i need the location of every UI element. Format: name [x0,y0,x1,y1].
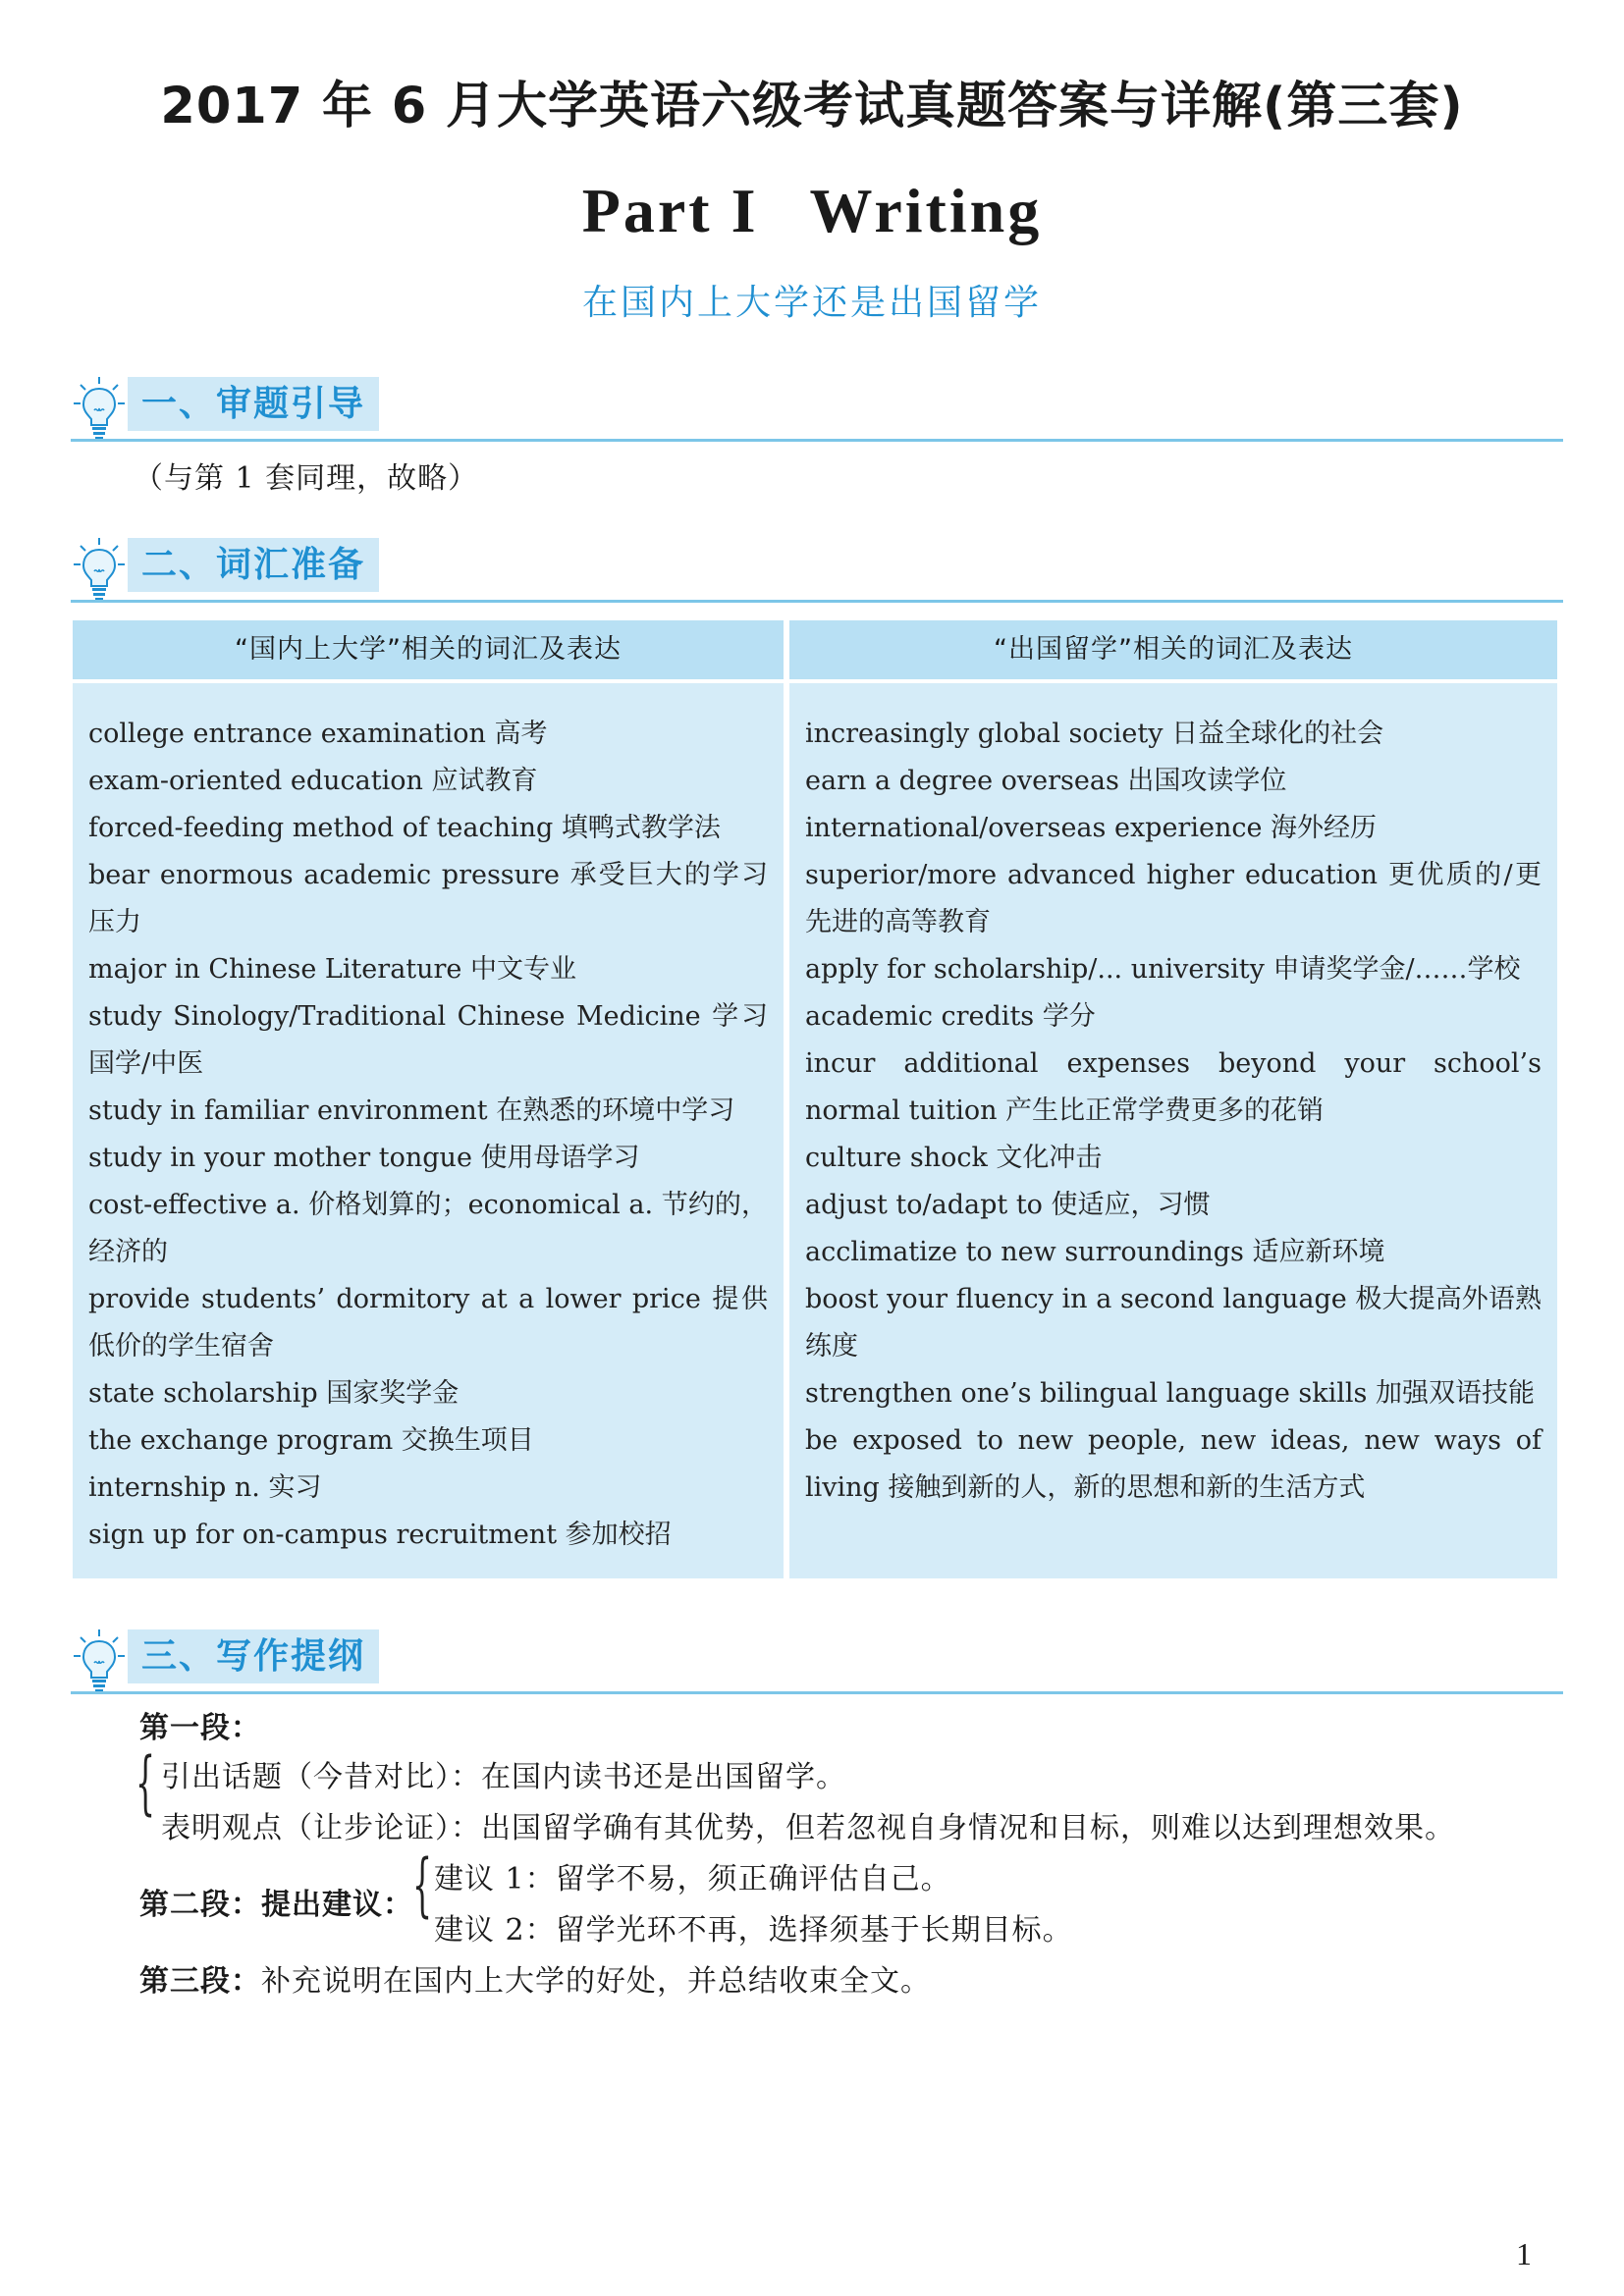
outline-paragraph-1-item-2: 表明观点（让步论证）：出国留学确有其优势，但若忽视自身情况和目标，则难以达到理想效果。 [161,1811,1455,1845]
section-heading-1 [71,373,1563,442]
vocab-table [73,620,1557,1578]
vocab-item: superior/more advanced higher education 更优质的/更先进的高等教育 [805,860,1542,937]
part-title [0,175,1624,247]
vocab-item: college entrance examination 高考 [88,719,548,749]
vocab-item: acclimatize to new surroundings 适应新环境 [805,1237,1385,1267]
outline-paragraph-2-lead: 提出建议： [261,1888,413,1922]
vocab-item: international/overseas experience 海外经历 [805,813,1378,843]
vocab-item: apply for scholarship/... university 申请奖学金/……学校 [805,954,1521,985]
outline-paragraph-2: 第二段：提出建议： [139,1888,413,1922]
vocab-item: study in familiar environment 在熟悉的环境中学习 [88,1095,735,1126]
vocab-item: study in your mother tongue 使用母语学习 [88,1143,640,1173]
vocab-item: earn a degree overseas 出国攻读学位 [805,766,1287,796]
lightbulb-icon [73,1628,126,1692]
outline-paragraph-1-label: 第一段： [139,1711,261,1745]
vocab-item: strengthen one’s bilingual language skills 加强双语技能 [805,1378,1535,1409]
section-rule [71,439,1563,442]
brace-icon: { [135,1742,156,1823]
lightbulb-icon [73,375,126,440]
outline-paragraph-2-item-1: 建议 1：留学不易，须正确评估自己。 [434,1862,951,1896]
vocab-column-abroad [789,683,1557,1578]
vocab-list-abroad [789,683,1557,1512]
outline-paragraph-3-text: 补充说明在国内上大学的好处，并总结收束全文。 [261,1964,931,1999]
section-note: （与第 1 套同理，故略） [134,461,479,496]
outline-paragraph-2-item-2: 建议 2：留学光环不再，选择须基于长期目标。 [434,1913,1073,1948]
vocab-header-abroad: “出国留学”相关的词汇及表达 [789,620,1557,679]
topic-subtitle: 在国内上大学还是出国留学 [581,283,1042,323]
part-name: Writing [809,176,1043,245]
vocab-item: study Sinology/Traditional Chinese Medicine 学习国学/中医 [88,1001,768,1079]
vocab-item: provide students’ dormitory at a lower price 提供低价的学生宿舍 [88,1284,768,1362]
outline-paragraph-3: 第三段：补充说明在国内上大学的好处，并总结收束全文。 [139,1964,931,1999]
vocab-item: exam-oriented education 应试教育 [88,766,538,796]
vocab-item: major in Chinese Literature 中文专业 [88,954,576,985]
vocab-item: forced-feeding method of teaching 填鸭式教学法 [88,813,721,843]
brace-icon: { [412,1844,433,1925]
section-heading-2 [71,534,1563,603]
section-title: 三、写作提纲 [128,1629,379,1683]
vocab-item: academic credits 学分 [805,1001,1096,1032]
vocab-item: increasingly global society 日益全球化的社会 [805,719,1384,749]
vocab-item: be exposed to new people, new ideas, new ways of living 接触到新的人，新的思想和新的生活方式 [805,1425,1542,1503]
page-title: 2017 年 6 月大学英语六级考试真题答案与详解(第三套) [160,78,1464,135]
vocab-item: bear enormous academic pressure 承受巨大的学习压力 [88,860,768,937]
vocab-item: cost-effective a. 价格划算的；economical a. 节约的，经济的 [88,1190,768,1267]
vocab-item: boost your fluency in a second language 极大提高外语熟练度 [805,1284,1542,1362]
vocab-list-domestic [73,683,784,1559]
vocab-header-domestic: “国内上大学”相关的词汇及表达 [73,620,784,679]
section-heading-3 [71,1626,1563,1694]
vocab-item: sign up for on-campus recruitment 参加校招 [88,1520,672,1550]
section-rule [71,600,1563,603]
lightbulb-icon [73,536,126,601]
page-number: 1 [1516,2236,1532,2271]
outline-paragraph-1-item-1: 引出话题（今昔对比）：在国内读书还是出国留学。 [161,1760,846,1794]
vocab-item: incur additional expenses beyond your school’s normal tuition 产生比正常学费更多的花销 [805,1048,1542,1126]
vocab-item: internship n. 实习 [88,1472,322,1503]
section-rule [71,1691,1563,1694]
vocab-item: the exchange program 交换生项目 [88,1425,534,1456]
vocab-item: culture shock 文化冲击 [805,1143,1103,1173]
vocab-column-domestic [73,683,784,1578]
part-label: Part I [581,176,759,245]
section-title: 二、词汇准备 [128,538,379,592]
section-title: 一、审题引导 [128,377,379,431]
vocab-item: state scholarship 国家奖学金 [88,1378,460,1409]
vocab-item: adjust to/adapt to 使适应，习惯 [805,1190,1211,1220]
